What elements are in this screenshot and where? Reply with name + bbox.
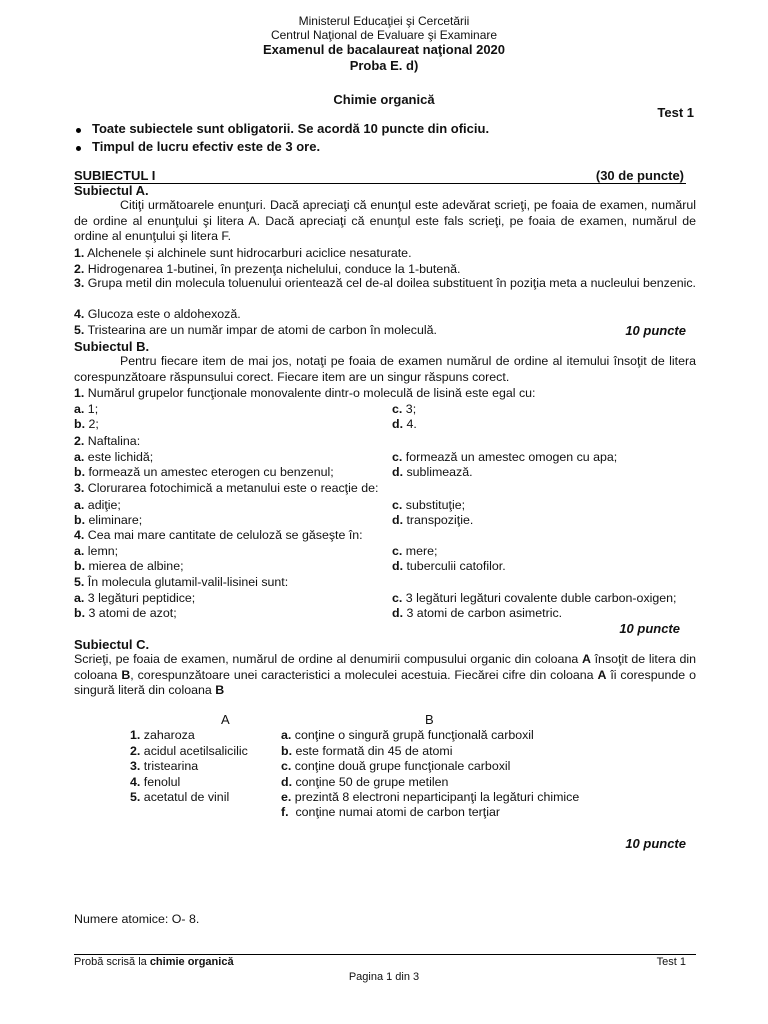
item-text: Hidrogenarea 1-butinei, în prezenţa nichelului, conduce la 1-butenă. bbox=[87, 262, 461, 276]
subB-question-4 bbox=[74, 528, 363, 542]
subB-q1-option-b: b. 2; bbox=[74, 417, 99, 431]
column-b-item-a: a. conţine o singură grupă funcţională carboxil bbox=[281, 728, 534, 742]
footer-divider bbox=[74, 954, 696, 955]
item-number: 4. bbox=[74, 528, 85, 542]
bullet-icon bbox=[76, 146, 81, 151]
item-text: Tristearina are un număr impar de atomi de carbon în moleculă. bbox=[87, 323, 437, 337]
question-text: Numărul grupelor funcţionale monovalente dintr-o moleculă de lisină este egal cu: bbox=[87, 386, 536, 400]
test-label: Test 1 bbox=[657, 105, 694, 120]
column-a-item-2: 2. acidul acetilsalicilic bbox=[130, 744, 248, 758]
subB-q5-option-b: b. 3 atomi de azot; bbox=[74, 606, 177, 620]
footer-left: Probă scrisă la chimie organică bbox=[74, 956, 234, 968]
subB-q3-option-a: a. adiţie; bbox=[74, 498, 121, 512]
subC-points: 10 puncte bbox=[625, 836, 686, 851]
subB-q2-option-a: a. este lichidă; bbox=[74, 450, 154, 464]
item-text: Alchenele și alchinele sunt hidrocarburi aciclice nesaturate. bbox=[87, 246, 412, 260]
subB-q4-option-d: d. tuberculii catofilor. bbox=[392, 559, 506, 573]
subiect1-points: (30 de puncte) bbox=[595, 168, 684, 183]
column-b-item-d: d. conţine 50 de grupe metilen bbox=[281, 775, 449, 789]
subC-intro: Scrieţi, pe foaia de examen, numărul de ordine al denumirii compusului organic din coloana A însoţit de litera din coloana B, corespunzătoare unei caracteristici a moleculei acestuia. Fiecărei cifre din coloana A îi corespunde o singură literă din coloana B bbox=[74, 652, 696, 697]
subB-points: 10 puncte bbox=[619, 621, 680, 636]
subB-question-3 bbox=[74, 481, 378, 495]
question-text: Naftalina: bbox=[87, 434, 141, 448]
subA-item-1 bbox=[74, 246, 412, 260]
column-b-item-e: e. prezintă 8 electroni neparticipanţi la legături chimice bbox=[281, 790, 580, 804]
center-name: Centrul Naţional de Evaluare şi Examinare bbox=[270, 28, 498, 42]
subB-q5-option-a: a. 3 legături peptidice; bbox=[74, 591, 196, 605]
subB-q1-option-d: d. 4. bbox=[392, 417, 417, 431]
item-number: 5. bbox=[74, 323, 85, 337]
column-a-item-4: 4. fenolul bbox=[130, 775, 181, 789]
bullet-icon bbox=[76, 128, 81, 133]
subB-question-1 bbox=[74, 386, 536, 400]
instruction-2: Timpul de lucru efectiv este de 3 ore. bbox=[92, 139, 321, 154]
question-text: Clorurarea fotochimică a metanului este o reacţie de: bbox=[87, 481, 379, 495]
item-number: 1. bbox=[74, 246, 85, 260]
subB-question-2 bbox=[74, 434, 140, 448]
exam-title: Examenul de bacalaureat naţional 2020 bbox=[262, 42, 506, 57]
item-text: Glucoza este o aldohexoză. bbox=[87, 307, 241, 321]
column-b-item-c: c. conţine două grupe funcţionale carboxil bbox=[281, 759, 511, 773]
column-a-item-1: 1. zaharoza bbox=[130, 728, 195, 742]
subA-item-4 bbox=[74, 307, 241, 321]
column-b-item-b: b. este formată din 45 de atomi bbox=[281, 744, 453, 758]
column-a-header: A bbox=[221, 712, 230, 727]
column-a-item-5: 5. acetatul de vinil bbox=[130, 790, 230, 804]
atomic-numbers: Numere atomice: O- 8. bbox=[74, 912, 200, 926]
item-number: 4. bbox=[74, 307, 85, 321]
instruction-1: Toate subiectele sunt obligatorii. Se acordă 10 puncte din oficiu. bbox=[92, 121, 490, 136]
subC-title: Subiectul C. bbox=[74, 637, 150, 652]
item-number: 3. bbox=[74, 481, 85, 495]
subB-q2-option-c: c. formează un amestec omogen cu apa; bbox=[392, 450, 618, 464]
column-a-item-3: 3. tristearina bbox=[130, 759, 199, 773]
subB-q1-option-c: c. 3; bbox=[392, 402, 417, 416]
item-number: 2. bbox=[74, 262, 85, 276]
item-number: 1. bbox=[74, 386, 85, 400]
subB-q3-option-b: b. eliminare; bbox=[74, 513, 143, 527]
subB-q4-option-a: a. lemn; bbox=[74, 544, 119, 558]
question-text: În molecula glutamil-valil-lisinei sunt: bbox=[87, 575, 289, 589]
column-b-header: B bbox=[425, 712, 434, 727]
item-number: 3. bbox=[74, 276, 85, 290]
subiect1-underline bbox=[74, 183, 686, 184]
subB-title: Subiectul B. bbox=[74, 339, 150, 354]
page-number: Pagina 1 din 3 bbox=[348, 971, 420, 983]
subA-item-3 bbox=[74, 276, 696, 292]
subB-q5-option-c: c. 3 legături legături covalente duble carbon-oxigen; bbox=[392, 591, 677, 605]
item-number: 2. bbox=[74, 434, 85, 448]
subiect1-title: SUBIECTUL I bbox=[74, 168, 156, 183]
question-text: Cea mai mare cantitate de celuloză se găseşte în: bbox=[87, 528, 363, 542]
subB-q1-option-a: a. 1; bbox=[74, 402, 99, 416]
footer-test: Test 1 bbox=[656, 956, 686, 968]
subB-q2-option-b: b. formează un amestec eterogen cu benzenul; bbox=[74, 465, 334, 479]
subA-intro: Citiţi următoarele enunţuri. Dacă apreciaţi că enunţul este adevărat scrieţi, pe foaia de examen, numărul de ordine al enunţului şi litera A. Dacă apreciaţi că enunţul este fals scrieţi, pe foaia de examen, numărul de ordine al enunţului şi litera F. bbox=[74, 198, 696, 243]
subB-question-5 bbox=[74, 575, 288, 589]
proba-label: Proba E. d) bbox=[349, 58, 419, 73]
item-text: Grupa metil din molecula toluenului orientează cel de-al doilea substituent în poziţia meta a nucleului benzenic. bbox=[87, 276, 696, 290]
column-b-item-f: f. conţine numai atomi de carbon terţiar bbox=[281, 805, 501, 819]
subB-q3-option-c: c. substituţie; bbox=[392, 498, 466, 512]
subA-points: 10 puncte bbox=[625, 323, 686, 338]
subject-title: Chimie organică bbox=[333, 92, 435, 107]
subB-q4-option-b: b. mierea de albine; bbox=[74, 559, 184, 573]
subA-title: Subiectul A. bbox=[74, 183, 149, 198]
item-number: 5. bbox=[74, 575, 85, 589]
subB-q2-option-d: d. sublimează. bbox=[392, 465, 473, 479]
subA-item-5 bbox=[74, 323, 437, 337]
subB-q3-option-d: d. transpoziţie. bbox=[392, 513, 474, 527]
subB-intro: Pentru fiecare item de mai jos, notaţi pe foaia de examen numărul de ordine al itemului însoţit de litera corespunzătoare răspunsului corect. Fiecare item are un singur răspuns corect. bbox=[74, 354, 696, 384]
ministry-name: Ministerul Educaţiei şi Cercetării bbox=[298, 14, 470, 28]
subA-item-2 bbox=[74, 262, 460, 276]
subB-q4-option-c: c. mere; bbox=[392, 544, 438, 558]
subB-q5-option-d: d. 3 atomi de carbon asimetric. bbox=[392, 606, 563, 620]
